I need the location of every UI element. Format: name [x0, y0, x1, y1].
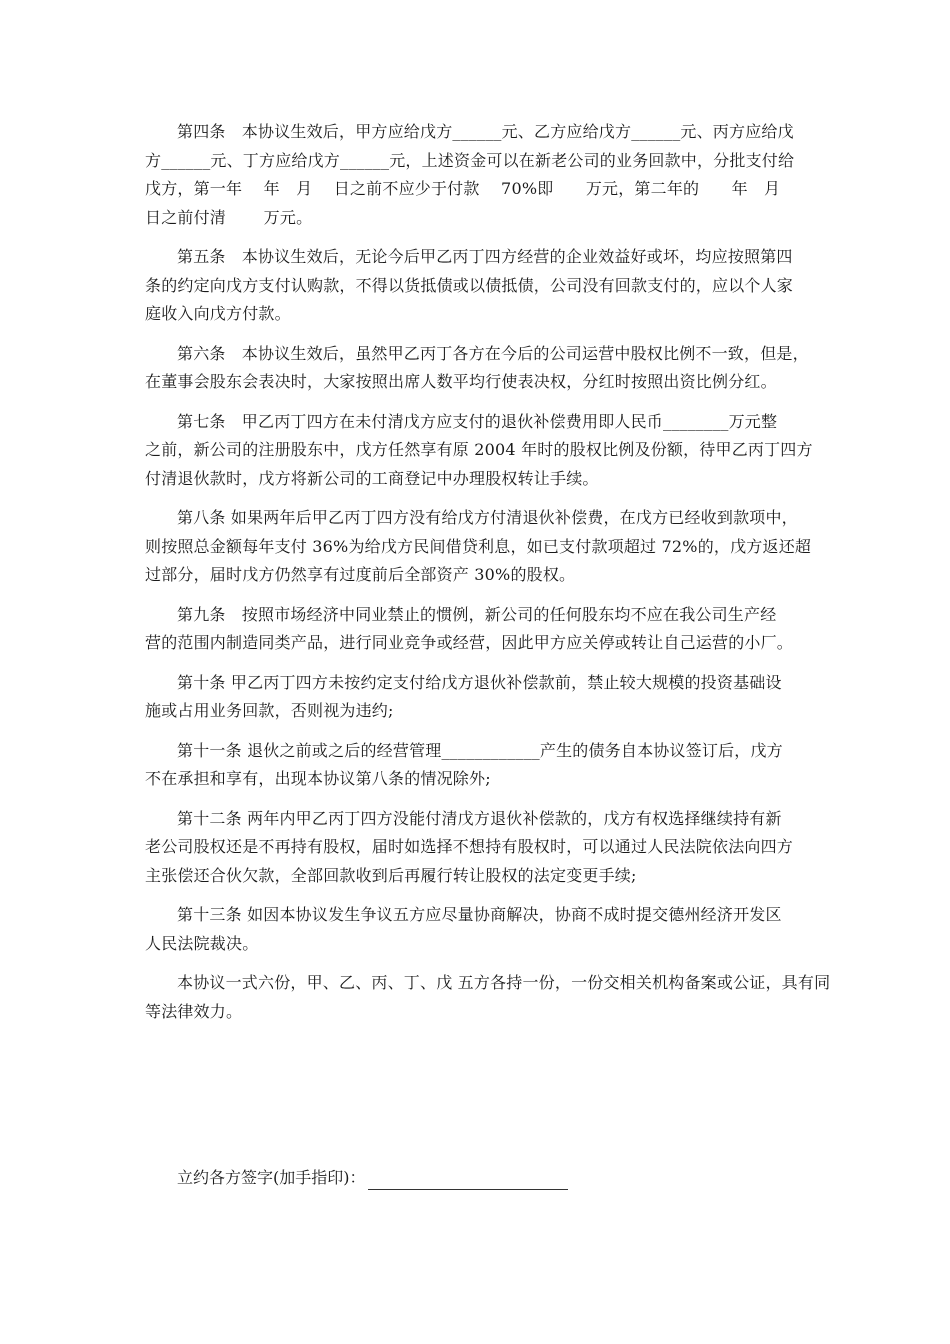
document-body: [145, 118, 831, 1037]
text-line: 第九条 按照市场经济中同业禁止的惯例，新公司的任何股东均不应在我公司生产经: [177, 604, 777, 624]
text-line: 之前，新公司的注册股东中，戊方任然享有原 2004 年时的股权比例及份额，待甲乙丙丁四方: [145, 440, 813, 459]
text-line: 条的约定向戊方支付认购款，不得以货抵债或以债抵债，公司没有回款支付的，应以个人家: [145, 275, 794, 295]
text-line: 等法律效力。: [145, 1001, 243, 1021]
text-line: 戊方，第一年 年 月 日之前不应少于付款 70%即 万元，第二年的 年 月: [145, 179, 781, 198]
text-line: 人民法院裁决。: [145, 933, 259, 953]
text-line: 则按照总金额每年支付 36%为给戊方民间借贷利息，如已支付款项超过 72%的，戊方返还超: [145, 536, 812, 556]
signature-block: [177, 1166, 568, 1190]
text-line: 过部分，届时戊方仍然享有过度前后全部资产 30%的股权。: [145, 565, 576, 584]
text-line: 主张偿还合伙欠款，全部回款收到后再履行转让股权的法定变更手续;: [145, 865, 637, 885]
article-12: [145, 805, 810, 891]
text-line: 在董事会股东会表决时，大家按照出席人数平均行使表决权，分红时按照出资比例分红。: [145, 372, 777, 391]
article-6: [145, 340, 810, 397]
text-line: 本协议一式六份，甲、乙、丙、丁、戊 五方各持一份，一份交相关机构备案或公证，具有同: [177, 973, 831, 992]
text-line: 付清退伙款时，戊方将新公司的工商登记中办理股权转让手续。: [145, 468, 599, 488]
text-line: 日之前付清 万元。: [145, 207, 313, 227]
article-10: [145, 669, 810, 726]
signature-label: 立约各方签字(加手指印)：: [177, 1168, 366, 1187]
text-line: 第四条 本协议生效后，甲方应给戊方______元、乙方应给戊方______元、丙方应给戊: [177, 122, 794, 141]
text-line: 庭收入向戊方付款。: [145, 304, 291, 323]
text-line: 第十一条 退伙之前或之后的经营管理____________产生的债务自本协议签订后，戊方: [177, 740, 783, 760]
text-line: 第六条 本协议生效后，虽然甲乙丙丁各方在今后的公司运营中股权比例不一致，但是，: [177, 343, 809, 363]
text-line: 不在承担和享有，出现本协议第八条的情况除外;: [145, 769, 491, 788]
signature-line: [368, 1171, 568, 1190]
text-line: 老公司股权还是不再持有股权，届时如选择不想持有股权时，可以通过人民法院依法向四方: [145, 837, 794, 856]
text-line: 第十三条 如因本协议发生争议五方应尽量协商解决，协商不成时提交德州经济开发区: [177, 905, 782, 924]
article-7: [145, 408, 813, 494]
article-9: [145, 601, 810, 658]
text-line: 第八条 如果两年后甲乙丙丁四方没有给戊方付清退伙补偿费，在戊方已经收到款项中，: [177, 508, 798, 527]
text-line: 第十二条 两年内甲乙丙丁四方没能付清戊方退伙补偿款的，戊方有权选择继续持有新: [177, 808, 782, 828]
article-8: [145, 504, 810, 590]
text-line: 营的范围内制造同类产品，进行同业竞争或经营，因此甲方应关停或转让自己运营的小厂。: [145, 633, 794, 652]
text-line: 方______元、丁方应给戊方______元，上述资金可以在新老公司的业务回款中，分批支付给: [145, 150, 795, 170]
article-5: [145, 243, 810, 329]
closing-paragraph: [145, 969, 831, 1026]
article-4: [145, 118, 810, 232]
article-13: [145, 901, 810, 958]
text-line: 第十条 甲乙丙丁四方未按约定支付给戊方退伙补偿款前，禁止较大规模的投资基础设: [177, 672, 782, 692]
text-line: 施或占用业务回款，否则视为违约;: [145, 701, 394, 720]
article-11: [145, 737, 810, 794]
text-line: 第七条 甲乙丙丁四方在未付清戊方应支付的退伙补偿费用即人民币________万元整: [177, 411, 778, 431]
text-line: 第五条 本协议生效后，无论今后甲乙丙丁四方经营的企业效益好或坏，均应按照第四: [177, 247, 793, 266]
